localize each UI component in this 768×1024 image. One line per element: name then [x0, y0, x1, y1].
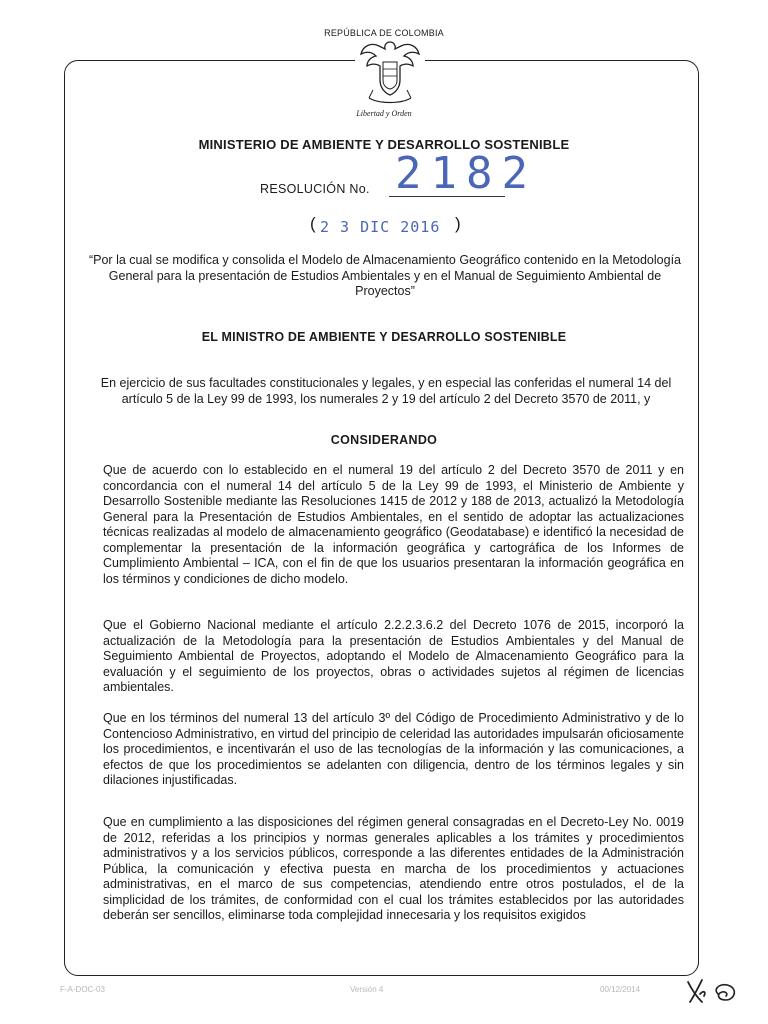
resolution-label — [260, 182, 370, 196]
minister-heading: EL MINISTRO DE AMBIENTE Y DESARROLLO SOSTENIBLE — [201, 330, 567, 344]
resolution-label-text: RESOLUCIÓN No. — [260, 182, 370, 196]
considerando-paragraph: Que en cumplimiento a las disposiciones del régimen general consagradas en el Decreto-Ley No. 0019 de 2012, referidas a los principios y normas generales aplicables a los trámites y procedimientos administrativos y a los servicios públicos, corresponde a las diferentes entidades de la Administración Pública, la comunicación y efectiva puesta en marcha de los procedimientos y actuaciones administrativas, en el marco de sus competencias, atendiendo entre otros postulados, el de la simplicidad de los trámites, de conformidad con el cual los trámites establecidos por las autoridades deberán ser sencillos, eliminarse toda complejidad innecesaria y los requisitos exigidos — [103, 815, 684, 922]
coat-of-arms-icon — [359, 38, 421, 108]
legal-basis-paragraph: En ejercicio de sus facultades constitucionales y legales, y en especial las conferidas el numeral 14 del artículo 5 de la Ley 99 de 1993, los numerales 2 y 19 del artículo 2 del Decreto 3570 de 2011, y — [100, 376, 672, 406]
country-heading: REPÚBLICA DE COLOMBIA — [324, 28, 444, 38]
crest-motto: Libertad y Orden — [356, 109, 412, 118]
ministry-title: MINISTERIO DE AMBIENTE Y DESARROLLO SOSTENIBLE — [198, 137, 570, 152]
considerando-paragraph: Que en los términos del numeral 13 del artículo 3º del Código de Procedimiento Administrativo y de lo Contencioso Administrativo, en virtud del principio de celeridad las autoridades impulsarán oficiosamente los procedimientos, e incentivarán el uso de las tecnologías de la información y las comunicaciones, a efectos de que los procedimientos se adelanten con diligencia, dentro de los términos legales y sin dilaciones injustificadas. — [103, 711, 684, 787]
date-stamp: 2 3 DIC 2016 — [320, 218, 441, 236]
form-code: F-A-DOC-03 — [60, 985, 105, 994]
form-date: 00/12/2014 — [600, 985, 641, 994]
considerando-heading: CONSIDERANDO — [330, 433, 438, 447]
form-version: Versión 4 — [350, 985, 384, 994]
date-close-paren: ) — [455, 214, 461, 233]
resolution-subject: “Por la cual se modifica y consolida el Modelo de Almacenamiento Geográfico contenido en la Metodología General para la presentación de Estudios Ambientales y en el Manual de Seguimiento Ambiental de Proyectos” — [88, 253, 681, 298]
handwritten-initials-icon — [682, 972, 742, 1010]
considerando-paragraph: Que el Gobierno Nacional mediante el artículo 2.2.2.3.6.2 del Decreto 1076 de 2015, incorporó la actualización de la Metodología para la presentación de Estudios Ambientales y del Manual de Seguimiento Ambiental de Proyectos, adoptando el Modelo de Almacenamiento Geográfico para la evaluación y el seguimiento de los proyectos, obras o actividades sujetos al régimen de licencias ambientales. — [103, 618, 684, 694]
date-open-paren: ( — [310, 214, 316, 233]
considerando-paragraph: Que de acuerdo con lo establecido en el numeral 19 del artículo 2 del Decreto 3570 de 2011 y en concordancia con el numeral 14 del artículo 5 de la Ley 99 de 1993, el Ministerio de Ambiente y Desarrollo Sostenible mediante las Resoluciones 1415 de 2012 y 188 de 2013, actualizó la Metodología General para la Presentación de Estudios Ambientales, en el sentido de adoptar las actualizaciones técnicas realizadas al modelo de almacenamiento geográfico (Geodatabase) e identificó la necesidad de complementar la presentación de la información geográfica y cartográfica de los Informes de Cumplimiento Ambiental – ICA, con el fin de que los usuarios presentaran la información geográfica en los términos y condiciones de dicho modelo. — [103, 463, 684, 586]
resolution-number-stamp: 2182 — [395, 148, 537, 199]
